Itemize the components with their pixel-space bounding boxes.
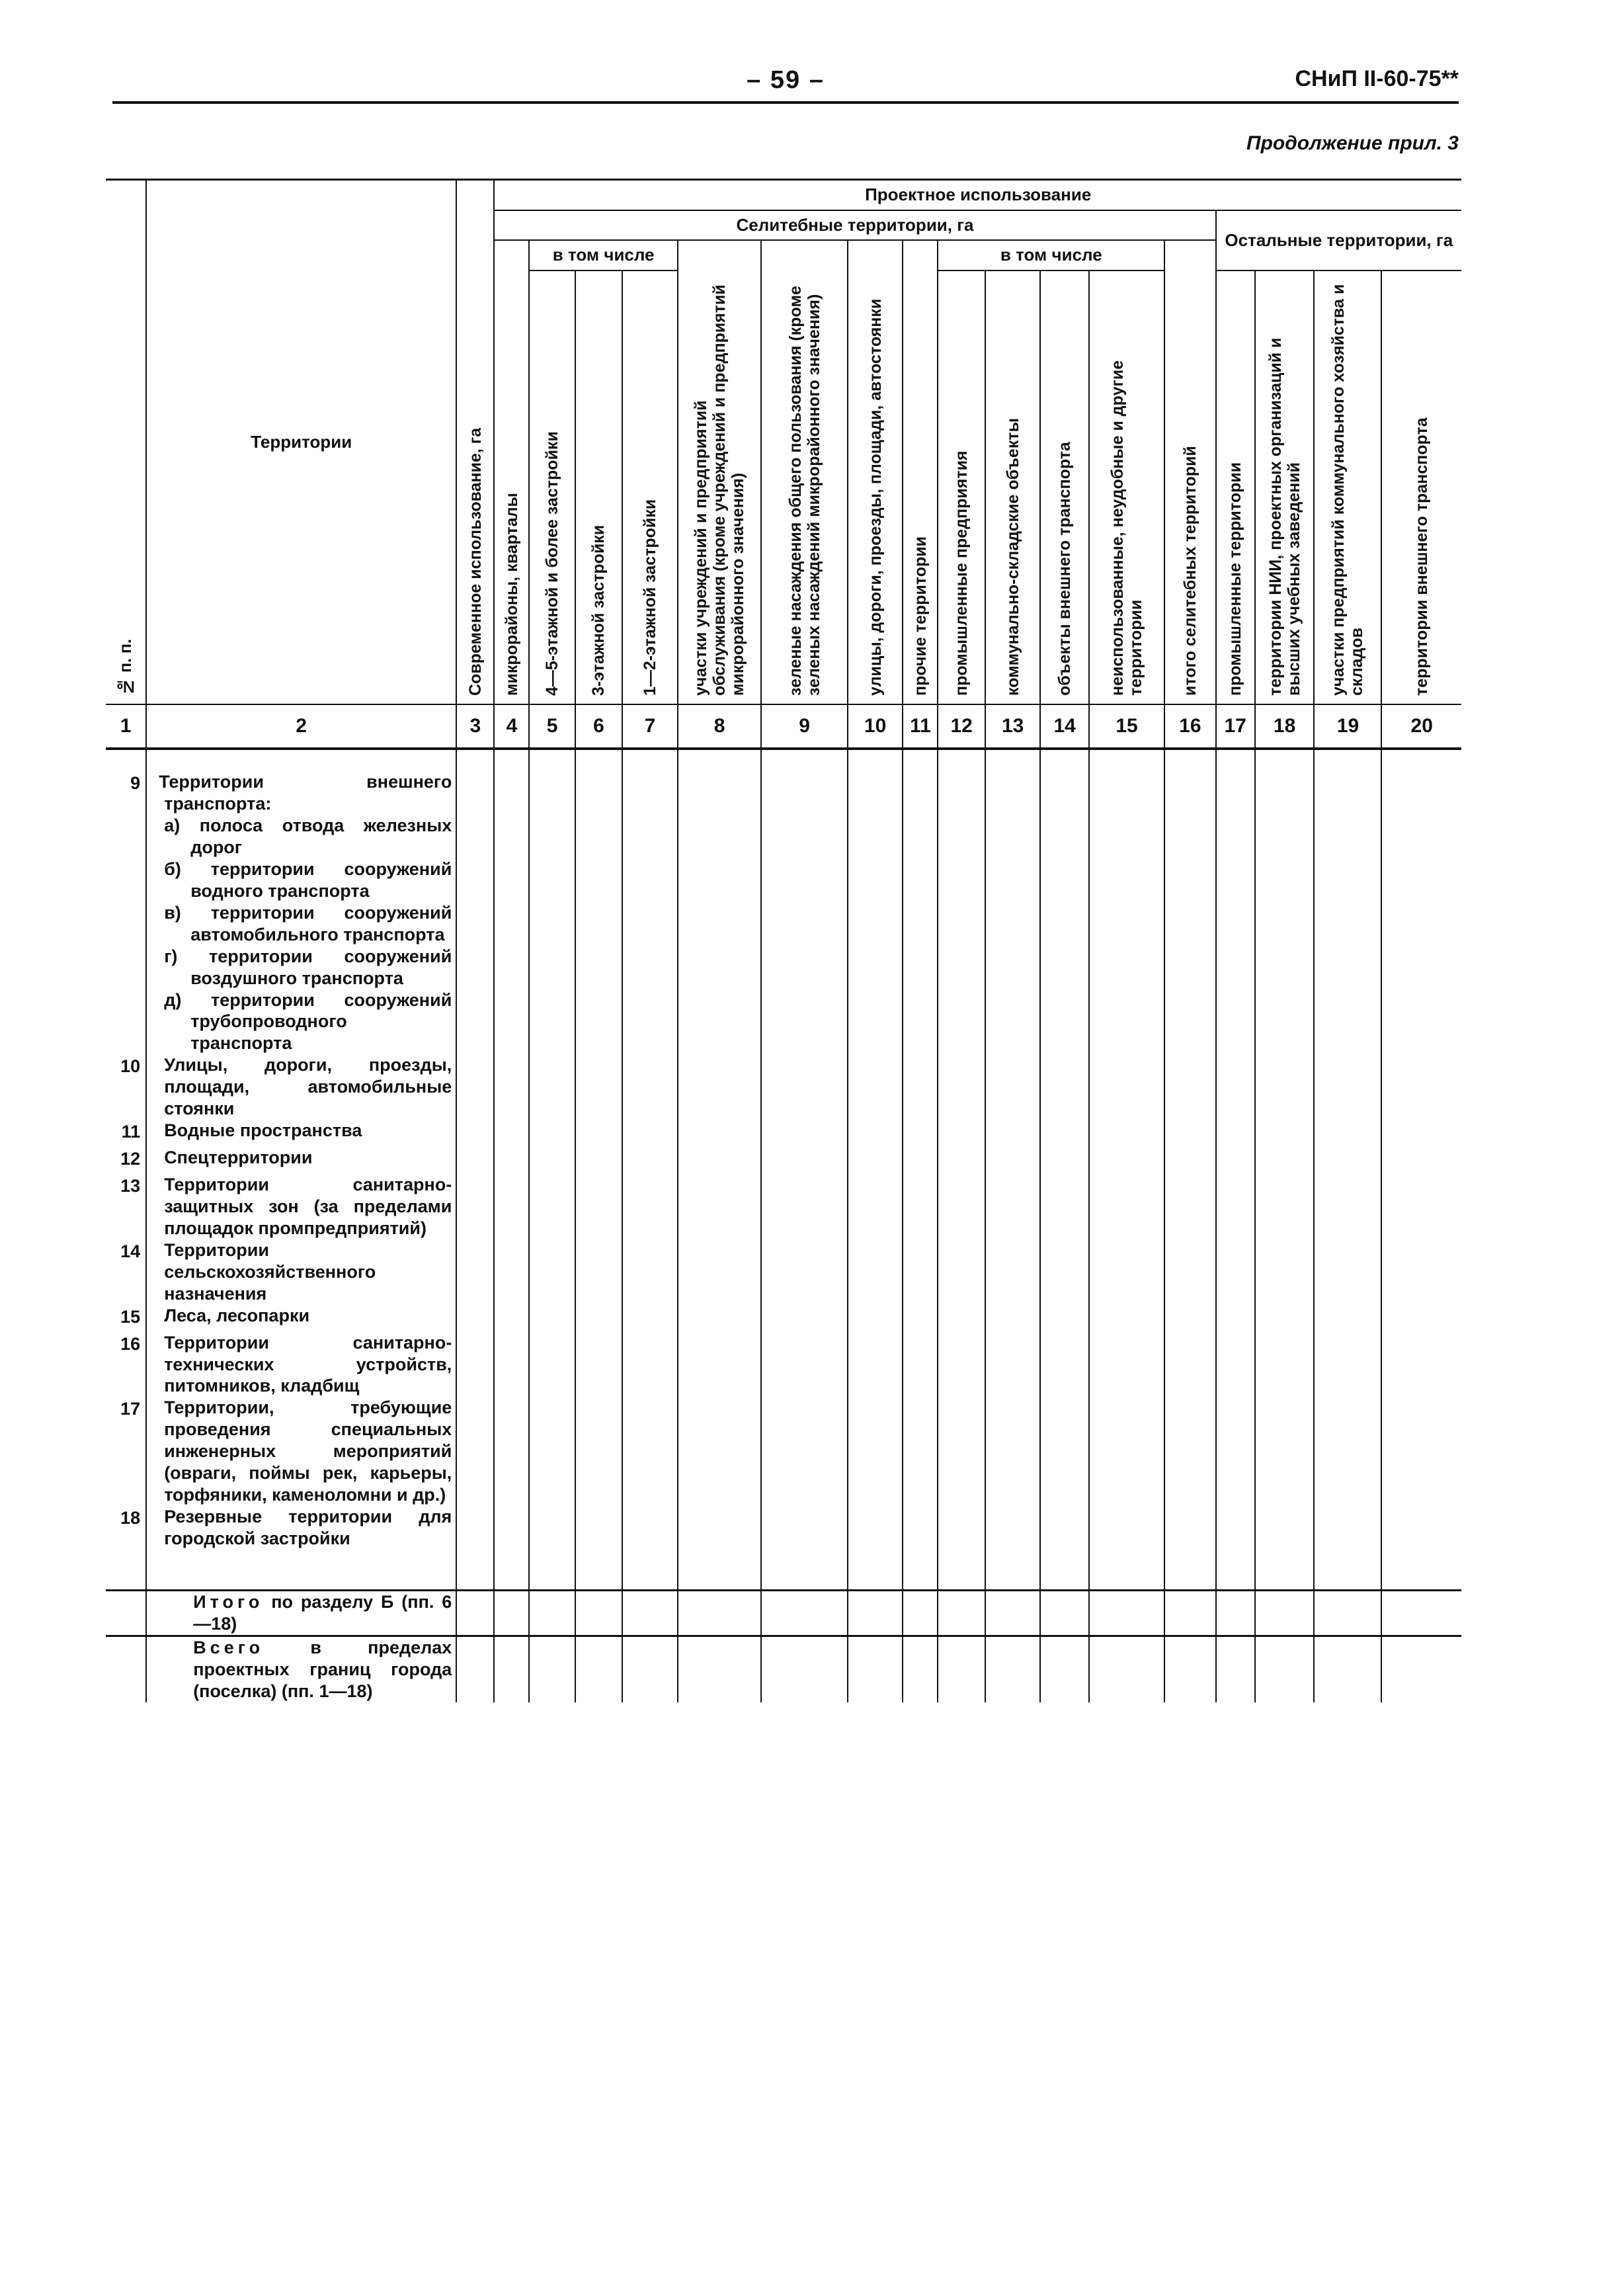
table-row	[106, 1147, 1461, 1174]
row-name: Леса, лесопарки	[146, 1305, 456, 1332]
row-index: 15	[106, 1305, 146, 1332]
row-index: 17	[106, 1397, 146, 1506]
col-number: 15	[1089, 704, 1164, 749]
table-body	[106, 749, 1461, 1702]
header-c11: прочие территории	[903, 240, 938, 704]
header-c12: промышленные предприятия	[938, 271, 985, 704]
territory-balance-table	[106, 179, 1461, 1702]
row-name: Территории сельскохозяйственного назначения	[146, 1239, 456, 1305]
table-header	[106, 180, 1461, 749]
table-row	[106, 1054, 1461, 1120]
header-c13: коммунально-складские объекты	[985, 271, 1041, 704]
col-number: 20	[1381, 704, 1461, 749]
col-number: 11	[903, 704, 938, 749]
col-number: 12	[938, 704, 985, 749]
col-number: 2	[146, 704, 456, 749]
header-including-1: в том числе	[529, 240, 677, 271]
header-c7: 1—2-этажной застройки	[622, 271, 678, 704]
col-number: 5	[529, 704, 575, 749]
column-number-row	[106, 704, 1461, 749]
continuation-note: Продолжение прил. 3	[1246, 132, 1459, 154]
col-number: 1	[106, 704, 146, 749]
spacer-row	[106, 749, 1461, 771]
row-index: 16	[106, 1332, 146, 1398]
table-row	[106, 1239, 1461, 1305]
col-number: 16	[1164, 704, 1216, 749]
header-c16: итого селитебных территорий	[1164, 240, 1216, 704]
header-including-2: в том числе	[938, 240, 1164, 271]
header-c4: микрорайоны, кварталы	[494, 240, 529, 704]
table-row	[106, 1305, 1461, 1332]
row-index: 13	[106, 1174, 146, 1239]
table-row	[106, 771, 1461, 1054]
page-header	[112, 66, 1459, 106]
row-name: Территории внешнего транспорта: а) полоса отвода железных дорог б) территории сооружений водного транспорта в) территории сооружений автомобильного транспорта г) территории сооружений воздушного транспорта д) территории сооружений трубопроводного транспорта	[146, 771, 456, 1054]
row-index: 12	[106, 1147, 146, 1174]
row-name: Резервные территории для городской застройки	[146, 1506, 456, 1550]
row-name: Территории санитарно-защитных зон (за пределами площадок промпредприятий)	[146, 1174, 456, 1239]
col-number: 4	[494, 704, 529, 749]
header-c6: 3-этажной застройки	[575, 271, 622, 704]
header-c15: неиспользованные, неудобные и другие территории	[1089, 271, 1164, 704]
document-code: СНиП II-60-75**	[1295, 66, 1459, 91]
total-label: Итого по разделу Б (пп. 6—18)	[146, 1590, 456, 1636]
page-number: – 59 –	[747, 66, 825, 94]
header-no: № п. п.	[106, 180, 146, 705]
header-territories: Территории	[146, 180, 456, 705]
col-number: 8	[678, 704, 761, 749]
col-number: 9	[761, 704, 848, 749]
col-number: 7	[622, 704, 678, 749]
col-number: 10	[848, 704, 903, 749]
header-project-use: Проектное использование	[494, 180, 1461, 210]
header-c14: объекты внешнего транспорта	[1040, 271, 1088, 704]
col-number: 13	[985, 704, 1041, 749]
col-number: 18	[1255, 704, 1315, 749]
grand-total-label: Всего в пределах проектных границ города (поселка) (пп. 1—18)	[146, 1636, 456, 1702]
col-number: 6	[575, 704, 622, 749]
row-name: Территории санитарно-технических устройств, питомников, кладбищ	[146, 1332, 456, 1398]
header-current-use: Современное использование, га	[456, 180, 494, 705]
table-row	[106, 1120, 1461, 1147]
header-c17: промышленные территории	[1216, 271, 1255, 704]
spacer-row	[106, 1550, 1461, 1591]
row-index: 10	[106, 1054, 146, 1120]
row-name: Спецтерритории	[146, 1147, 456, 1174]
table-row	[106, 1174, 1461, 1239]
row-index: 11	[106, 1120, 146, 1147]
grand-total-row	[106, 1636, 1461, 1702]
col-number: 3	[456, 704, 494, 749]
header-c20: территории внешнего транспорта	[1381, 271, 1461, 704]
header-c10: улицы, дороги, проезды, площади, автостоянки	[848, 240, 903, 704]
table-grid	[106, 179, 1461, 1702]
col-number: 14	[1040, 704, 1088, 749]
header-c9: зеленые насаждения общего пользования (кроме зеленых насаждений микрорайонного значения)	[761, 240, 848, 704]
header-c19: участки предприятий коммунального хозяйства и складов	[1314, 271, 1381, 704]
row-name: Водные пространства	[146, 1120, 456, 1147]
header-rule	[112, 101, 1459, 104]
header-c5: 4—5-этажной и более застройки	[529, 271, 575, 704]
row-index: 18	[106, 1506, 146, 1550]
header-other-territories: Остальные территории, га	[1216, 210, 1461, 271]
table-row	[106, 1397, 1461, 1506]
row-index: 14	[106, 1239, 146, 1305]
row-name: Территории, требующие проведения специальных инженерных мероприятий (овраги, поймы рек, карьеры, торфяники, каменоломни и др.)	[146, 1397, 456, 1506]
header-c18: территории НИИ, проектных организаций и высших учебных заведений	[1255, 271, 1315, 704]
table-row	[106, 1332, 1461, 1398]
col-number: 19	[1314, 704, 1381, 749]
total-row-section-b	[106, 1590, 1461, 1636]
row-index: 9	[106, 771, 146, 1054]
header-residential: Селитебные территории, га	[494, 210, 1215, 241]
header-c8: участки учреждений и предприятий обслуживания (кроме учреждений и предприятий микрорайонного значения)	[678, 240, 761, 704]
row-name: Улицы, дороги, проезды, площади, автомобильные стоянки	[146, 1054, 456, 1120]
col-number: 17	[1216, 704, 1255, 749]
table-row	[106, 1506, 1461, 1550]
